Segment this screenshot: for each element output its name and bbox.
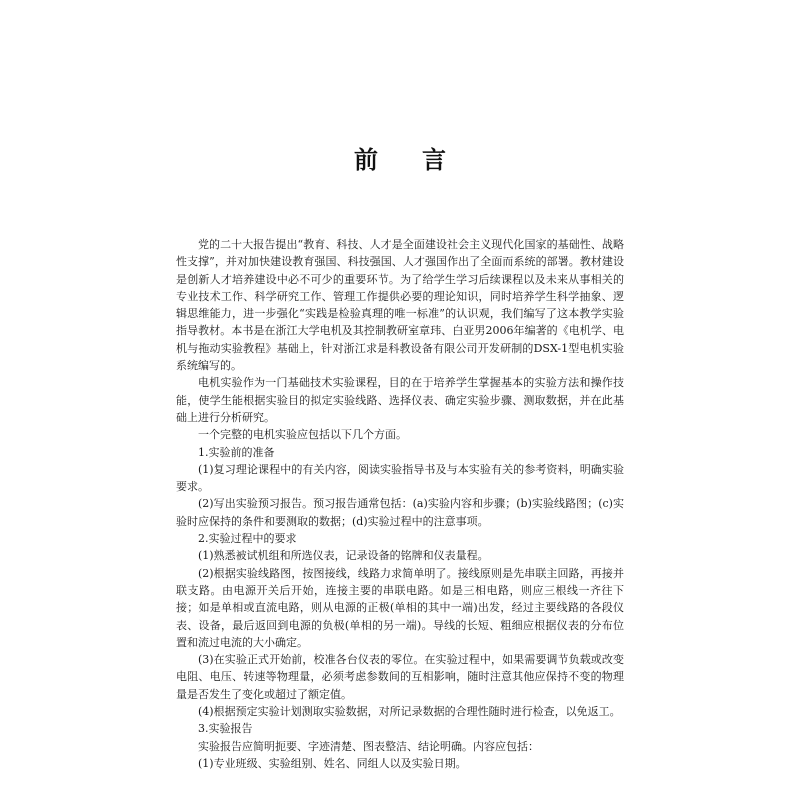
paragraph: 电机实验作为一门基础技术实验课程，目的在于培养学生掌握基本的实验方法和操作技能，使学生能根据实验目的拟定实验线路、选择仪表、确定实验步骤、测取数据，并在此基础上进行分析研究。: [176, 376, 624, 424]
section-heading: 3.实验报告: [198, 722, 253, 736]
paragraph: (3)在实验正式开始前，校准各台仪表的零位。在实验过程中，如果需要调节负载或改变电阻、电压、转速等物理量，必须考虑参数间的互相影响，随时注意其他应保持不变的物理量是否发生了变化或超过了额定值。: [176, 653, 624, 701]
paragraph: 实验报告应简明扼要、字迹清楚、图表整洁、结论明确。内容应包括：: [198, 739, 539, 753]
paragraph: (1)专业班级、实验组别、姓名、同组人以及实验日期。: [198, 756, 467, 770]
paragraph: (2)根据实验线路图，按图接线，线路力求简单明了。接线原则是先串联主回路，再接并联支路。由电源开关后开始，连接主要的串联电路。如是三相电路，则应三根线一齐往下接；如是单相或直流电路，则从电源的正极(单相的其中一端)出发，经过主要线路的各段仪表、设备，最后返回到电源的负极(单相的另一端)。导线的长短、粗细应根据仪表的分布位置和流过电流的大小确定。: [176, 566, 624, 649]
page-title-char: 言: [422, 145, 446, 174]
paragraph: (2)写出实验预习报告。预习报告通常包括：(a)实验内容和步骤；(b)实验线路图；(c)实验时应保持的条件和要测取的数据；(d)实验过程中的注意事项。: [176, 497, 624, 528]
paragraph: 一个完整的电机实验应包括以下几个方面。: [198, 428, 407, 442]
page-title-char: 前: [354, 145, 378, 174]
paragraph: 党的二十大报告提出“教育、科技、人才是全面建设社会主义现代化国家的基础性、战略性支撑”，并对加快建设教育强国、科技强国、人才强国作出了全面而系统的部署。教材建设是创新人才培养建设中必不可少的重要环节。为了给学生学习后续课程以及未来从事相关的专业技术工作、科学研究工作、管理工作提供必要的理论知识，同时培养学生科学抽象、逻辑思维能力，进一步强化“实践是检验真理的唯一标准”的认识观，我们编写了这本教学实验指导教材。本书是在浙江大学电机及其控制教研室章玮、白亚男2006年编著的《电机学、电机与拖动实验教程》基础上，针对浙江求是科教设备有限公司开发研制的DSX-1型电机实验系统编写的。: [176, 238, 624, 373]
section-heading: 2.实验过程中的要求: [198, 532, 297, 546]
preface-body: [176, 236, 624, 772]
section-heading: 1.实验前的准备: [198, 445, 275, 459]
paragraph: (1)熟悉被试机组和所选仪表，记录设备的铭牌和仪表量程。: [198, 549, 489, 563]
paragraph: (1)复习理论课程中的有关内容，阅读实验指导书及与本实验有关的参考资料，明确实验要求。: [176, 462, 624, 494]
page-title: [0, 140, 800, 175]
paragraph: (4)根据预定实验计划测取实验数据，对所记录数据的合理性随时进行检查，以免返工。: [198, 705, 621, 719]
